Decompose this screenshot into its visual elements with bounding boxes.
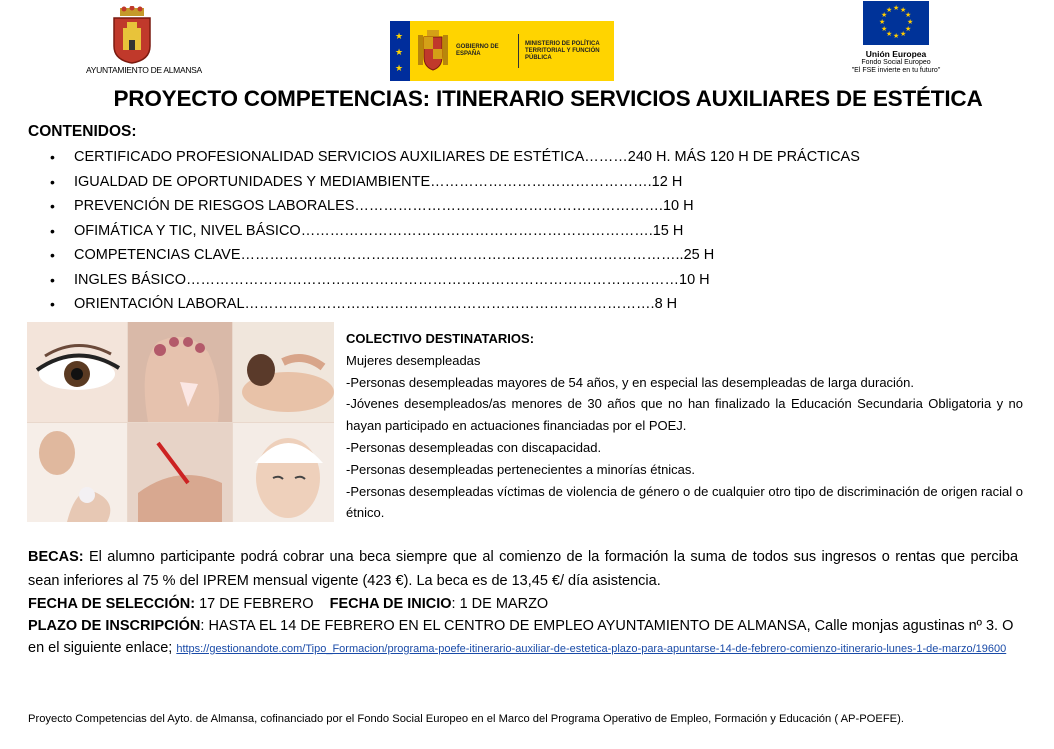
registration-label: PLAZO DE INSCRIPCIÓN: [28, 618, 201, 634]
registration-paragraph: [28, 615, 1018, 660]
target-group-line: -Jóvenes desempleados/as menores de 30 años que no han finalizado la Educación Secundaria Obligatoria y no hayan participado en actuaciones financiadas por el POEJ.: [346, 396, 1023, 434]
svg-text:★: ★: [886, 6, 893, 14]
eu-logo-sub1: Fondo Social Europeo: [861, 59, 931, 66]
svg-text:★: ★: [905, 11, 912, 19]
svg-text:★: ★: [900, 6, 907, 14]
scholarship-label: BECAS:: [28, 549, 84, 565]
target-group-heading: COLECTIVO DESTINATARIOS:: [346, 331, 535, 346]
list-item: • COMPETENCIAS CLAVE………………………………………………………………………………..25 H: [50, 245, 860, 270]
list-item: • INGLES BÁSICO…………………………………………………………………………………………10 H: [50, 270, 860, 295]
gov-logo-text-1: GOBIERNO DE ESPAÑA: [456, 44, 499, 57]
svg-text:★: ★: [881, 11, 888, 19]
beauty-photo-collage: [27, 322, 334, 522]
facial-treatment-photo: [233, 423, 334, 522]
nail-care-photo: [128, 423, 232, 522]
eu-logo-sub2: "El FSE invierte en tu futuro": [851, 67, 941, 74]
svg-text:★: ★: [905, 25, 912, 33]
target-group-line: -Personas desempleadas víctimas de violencia de género o de cualquier otro tipo de discriminación de origen racial o étnico.: [346, 483, 1023, 521]
pedicure-photo: [128, 322, 232, 422]
eu-stars-strip: ★ ★ ★: [390, 21, 410, 81]
eu-flag-icon: [863, 1, 929, 45]
scholarship-text: El alumno participante podrá cobrar una beca siempre que al comienzo de la formación la suma de todos sus ingresos o rentas que perciba sean inferiores al 75 % del IPREM mensual vigente (423 €). La beca es de 13,45 €/ día asistencia.: [28, 549, 1019, 589]
almansa-logo: [86, 6, 202, 82]
registration-link[interactable]: https://gestionandote.com/Tipo_Formacion/programa-poefe-itinerario-auxiliar-de-estetica-plazo-para-apuntarse-14-de-febrero-comienzo-itinerario-lunes-1-de-marzo/19600: [176, 643, 1007, 655]
eye-makeup-photo: [27, 322, 127, 422]
massage-photo: [233, 322, 334, 422]
list-item: • ORIENTACIÓN LABORAL………………………………………………………………………….8 H: [50, 294, 860, 319]
gov-logo-text-2: MINISTERIO DE POLÍTICA TERRITORIAL Y FUNCIÓN PÚBLICA: [525, 40, 600, 61]
eu-logo-title: Unión Europea: [865, 49, 927, 59]
target-group: [346, 328, 1023, 524]
eu-logo: [840, 0, 952, 80]
selection-date-value: 17 DE FEBRERO: [199, 596, 314, 612]
contents-heading: CONTENIDOS:: [28, 123, 137, 140]
svg-text:★: ★: [879, 18, 886, 26]
start-date-label: FECHA DE INICIO: [329, 596, 452, 612]
target-group-line: Mujeres desempleadas: [346, 352, 481, 368]
page-title: PROYECTO COMPETENCIAS: ITINERARIO SERVICIOS AUXILIARES DE ESTÉTICA: [113, 86, 983, 111]
svg-text:★: ★: [893, 32, 900, 40]
svg-text:★: ★: [893, 4, 900, 12]
list-item: • IGUALDAD DE OPORTUNIDADES Y MEDIAMBIENTE……………………………………….12 H: [50, 172, 860, 197]
government-logo: [390, 21, 614, 81]
target-group-line: -Personas desempleadas con discapacidad.: [346, 439, 602, 455]
list-item: • PREVENCIÓN DE RIESGOS LABORALES……………………………………………………….10 H: [50, 196, 860, 221]
manicure-photo: [27, 423, 127, 522]
svg-text:★: ★: [881, 25, 888, 33]
svg-text:★: ★: [900, 30, 907, 38]
spain-shield-icon: [410, 21, 456, 81]
coat-of-arms-icon: [110, 6, 154, 64]
dates-line: [28, 594, 548, 615]
target-group-line: -Personas desempleadas mayores de 54 años, y en especial las desempleadas de larga duración.: [346, 374, 915, 390]
start-date-value: : 1 DE MARZO: [451, 596, 549, 612]
scholarship-paragraph: [28, 545, 1018, 593]
registration-text: : HASTA EL 14 DE FEBRERO EN EL CENTRO DE EMPLEO AYUNTAMIENTO DE ALMANSA, Calle monjas agustinas nº 3. O en el siguiente enlace;: [28, 618, 1014, 656]
selection-date-label: FECHA DE SELECCIÓN:: [28, 596, 196, 612]
list-item: • CERTIFICADO PROFESIONALIDAD SERVICIOS AUXILIARES DE ESTÉTICA………240 H. MÁS 120 H DE PRÁCTICAS: [50, 147, 860, 172]
course-list: [50, 147, 860, 319]
svg-text:★: ★: [886, 30, 893, 38]
footer-note: Proyecto Competencias del Ayto. de Almansa, cofinanciado por el Fondo Social Europeo en el Marco del Programa Operativo de Empleo, Formación y Educación ( AP-POEFE).: [28, 713, 904, 725]
svg-text:★: ★: [907, 18, 914, 26]
target-group-line: -Personas desempleadas pertenecientes a minorías étnicas.: [346, 461, 696, 477]
almansa-logo-caption: AYUNTAMIENTO DE ALMANSA: [86, 65, 202, 75]
list-item: • OFIMÁTICA Y TIC, NIVEL BÁSICO……………………………………………………………….15 H: [50, 221, 860, 246]
